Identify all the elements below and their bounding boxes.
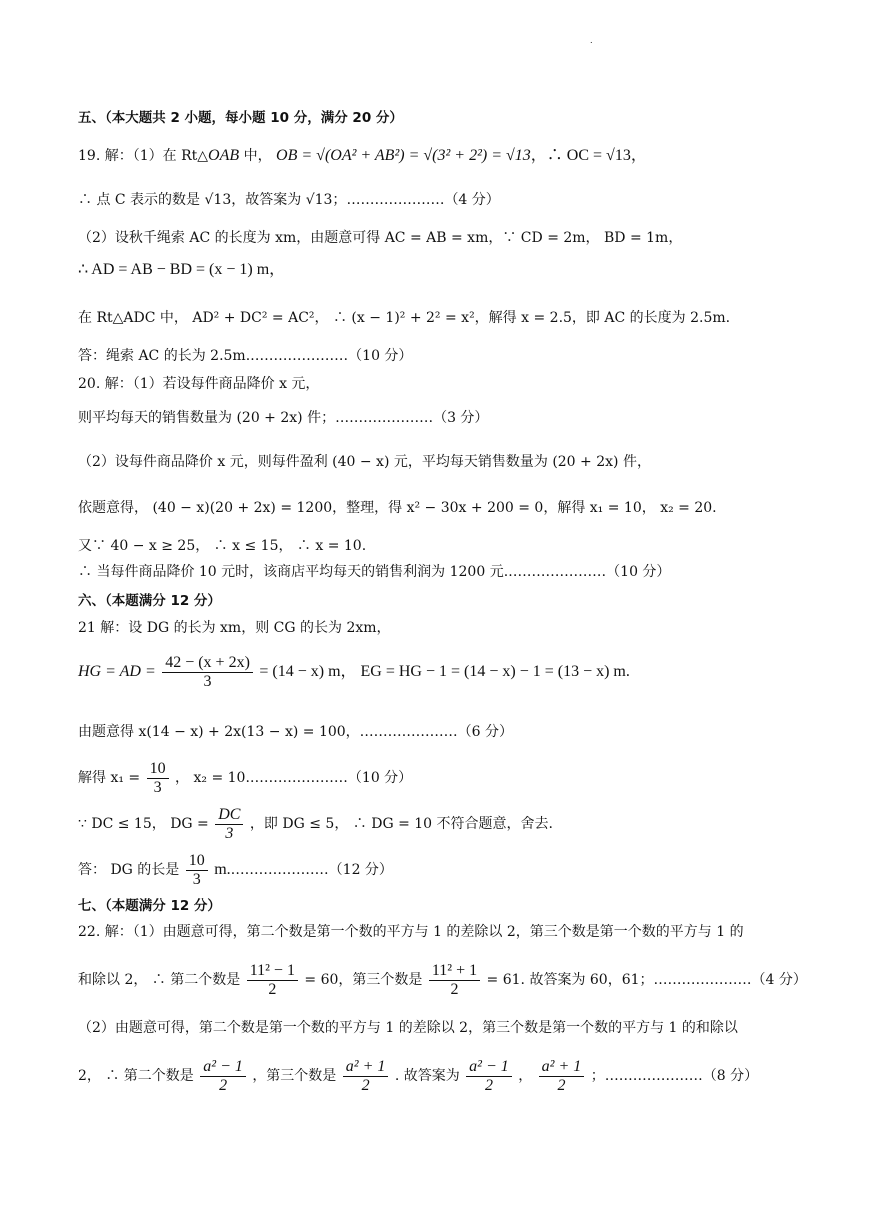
- q19-line-1: [78, 146, 647, 166]
- q22-l4-f2-numerator: a² + 1: [343, 1058, 389, 1077]
- q22-l4-c: . 故答案为: [394, 1068, 460, 1084]
- q21-l6-a: 答： DG 的长是: [78, 862, 180, 878]
- q22-l2-c: = 61. 故答案为 60，61；: [486, 972, 654, 988]
- q20-l6-text: ∴ 当每件商品降价 10 元时，该商店平均每天的销售利润为 1200 元.: [78, 564, 509, 580]
- q22-l4-f2-denominator: 2: [361, 1076, 370, 1094]
- q21-line-6: [78, 850, 393, 890]
- q21-l6-b: m.: [214, 861, 231, 878]
- q19-line-4: ∴ AD = AB − BD = (x − 1) m，: [78, 261, 286, 278]
- q21-l2-b: = (14 − x) m， EG = HG − 1 = (14 − x) − 1 = (13 − x) m.: [259, 663, 630, 680]
- q21-l2-a: HG = AD =: [78, 663, 156, 680]
- q22-line-4: [78, 1056, 758, 1096]
- q19-l2-score: …………………（4 分）: [346, 192, 500, 208]
- q19-l1-b: OAB: [208, 147, 240, 164]
- q22-l4-f3-denominator: 2: [484, 1076, 493, 1094]
- q21-l4-denominator: 3: [153, 778, 162, 796]
- q21-l2-numerator: 42 − (x + 2x): [162, 654, 253, 673]
- q21-l5-denominator: 3: [225, 824, 234, 842]
- q21-line-1: 21 解：设 DG 的长为 xm，则 CG 的长为 2xm，: [78, 620, 391, 636]
- q22-l2-f1-denominator: 2: [268, 980, 277, 998]
- q22-l4-fraction-1: [200, 1058, 246, 1095]
- q21-line-2: [78, 652, 630, 692]
- q19-l1-c: 中，: [239, 148, 272, 164]
- q19-l1-a: 19. 解：（1）在 Rt△: [78, 148, 209, 164]
- q21-l5-a: ∵ DC ≤ 15， DG =: [78, 816, 209, 832]
- q19-l1-d: ，∴ OC = √13，: [530, 147, 647, 164]
- section-6-heading: 六、（本题满分 12 分）: [78, 593, 221, 609]
- q22-l2-a: 和除以 2， ∴ 第二个数是: [78, 972, 241, 988]
- q21-l4-score: …………………（10 分）: [249, 770, 413, 786]
- q22-l2-f1-numerator: 11² − 1: [247, 962, 298, 981]
- q22-l2-fraction-2: [429, 962, 480, 999]
- q19-line-3: （2）设秋千绳索 AC 的长度为 xm，由题意可得 AC = AB = xm，∵ CD = 2m， BD = 1m，: [78, 230, 683, 246]
- q21-l5-b: ，即 DG ≤ 5， ∴ DG = 10 不符合题意，舍去.: [249, 816, 553, 832]
- q19-line-2: [78, 190, 500, 210]
- q22-l4-f1-numerator: a² − 1: [200, 1058, 246, 1077]
- q20-l2-text: 则平均每天的销售数量为 (20 + 2x) 件；: [78, 410, 336, 426]
- q19-l1-math: OB = √(OA² + AB²) = √(3² + 2²) = √13: [276, 147, 531, 164]
- q21-l4-numerator: 10: [147, 760, 169, 779]
- q22-l4-e: ；: [590, 1068, 605, 1084]
- q20-line-3: （2）设每件商品降价 x 元，则每件盈利 (40 − x) 元，平均每天销售数量为 (20 + 2x) 件，: [78, 454, 651, 470]
- q21-l5-fraction: [215, 806, 243, 843]
- q21-l2-denominator: 3: [203, 672, 212, 690]
- q22-line-2: [78, 960, 807, 1000]
- q21-l3-score: …………………（6 分）: [359, 724, 514, 740]
- q22-l2-f2-numerator: 11² + 1: [429, 962, 480, 981]
- q20-l6-score: …………………（10 分）: [508, 564, 671, 580]
- q22-l4-f4-numerator: a² + 1: [539, 1058, 585, 1077]
- q22-l4-fraction-3: [466, 1058, 512, 1095]
- q21-l2-fraction: [162, 654, 253, 691]
- q22-l4-score: …………………（8 分）: [604, 1068, 759, 1084]
- q22-l4-b: ，第三个数是: [252, 1068, 337, 1084]
- q21-line-4: [78, 758, 412, 798]
- q19-l6-score: …………………（10 分）: [250, 348, 413, 364]
- q19-line-6: [78, 346, 412, 366]
- q22-line-1: 22. 解：（1）由题意可得，第二个数是第一个数的平方与 1 的差除以 2，第三个数是第一个数的平方与 1 的: [78, 924, 744, 940]
- q21-l6-fraction: [186, 852, 208, 889]
- q19-line-5: 在 Rt△ADC 中， AD² + DC² = AC²， ∴ (x − 1)² + 2² = x²，解得 x = 2.5，即 AC 的长度为 2.5m.: [78, 310, 731, 326]
- q21-l5-numerator: DC: [215, 806, 243, 825]
- q20-line-5: 又∵ 40 − x ≥ 25， ∴ x ≤ 15， ∴ x = 10.: [78, 538, 367, 554]
- q21-l6-numerator: 10: [186, 852, 208, 871]
- q22-line-3: （2）由题意可得，第二个数是第一个数的平方与 1 的差除以 2，第三个数是第一个数的平方与 1 的和除以: [78, 1020, 738, 1036]
- q20-l2-score: …………………（3 分）: [335, 410, 489, 426]
- section-7-heading: 七、（本题满分 12 分）: [78, 898, 221, 914]
- q20-line-1: 20. 解：（1）若设每件商品降价 x 元，: [78, 376, 320, 392]
- q20-line-6: [78, 562, 670, 582]
- q21-l3-text: 由题意得 x(14 − x) + 2x(13 − x) = 100，: [78, 724, 360, 740]
- q21-l4-b: ， x₂ = 10.: [175, 770, 250, 786]
- q22-l4-a: 2， ∴ 第二个数是: [78, 1068, 194, 1084]
- q22-l2-fraction-1: [247, 962, 298, 999]
- q22-l2-b: = 60，第三个数是: [304, 972, 423, 988]
- q21-line-3: [78, 722, 513, 742]
- header-dot: .: [590, 36, 593, 45]
- q22-l4-f1-denominator: 2: [219, 1076, 228, 1094]
- q21-l6-denominator: 3: [192, 870, 201, 888]
- q22-l4-fraction-4: [539, 1058, 585, 1095]
- q20-line-2: [78, 408, 488, 428]
- q22-l2-f2-denominator: 2: [450, 980, 459, 998]
- q19-l6-text: 答：绳索 AC 的长为 2.5m.: [78, 348, 251, 364]
- q22-l4-d: ，: [518, 1068, 533, 1084]
- q22-l4-f4-denominator: 2: [557, 1076, 566, 1094]
- q19-l2-text: ∴ 点 C 表示的数是 √13，故答案为 √13；: [78, 192, 347, 208]
- q21-l4-fraction: [147, 760, 169, 797]
- q21-line-5: [78, 804, 553, 844]
- q21-l6-score: …………………（12 分）: [230, 862, 393, 878]
- q22-l4-fraction-2: [343, 1058, 389, 1095]
- q20-line-4: 依题意得， (40 − x)(20 + 2x) = 1200，整理，得 x² − 30x + 200 = 0，解得 x₁ = 10， x₂ = 20.: [78, 500, 717, 516]
- q22-l4-f3-numerator: a² − 1: [466, 1058, 512, 1077]
- q22-l2-score: …………………（4 分）: [653, 972, 807, 988]
- section-5-heading: 五、（本大题共 2 小题，每小题 10 分，满分 20 分）: [78, 110, 403, 126]
- q21-l4-a: 解得 x₁ =: [78, 770, 141, 786]
